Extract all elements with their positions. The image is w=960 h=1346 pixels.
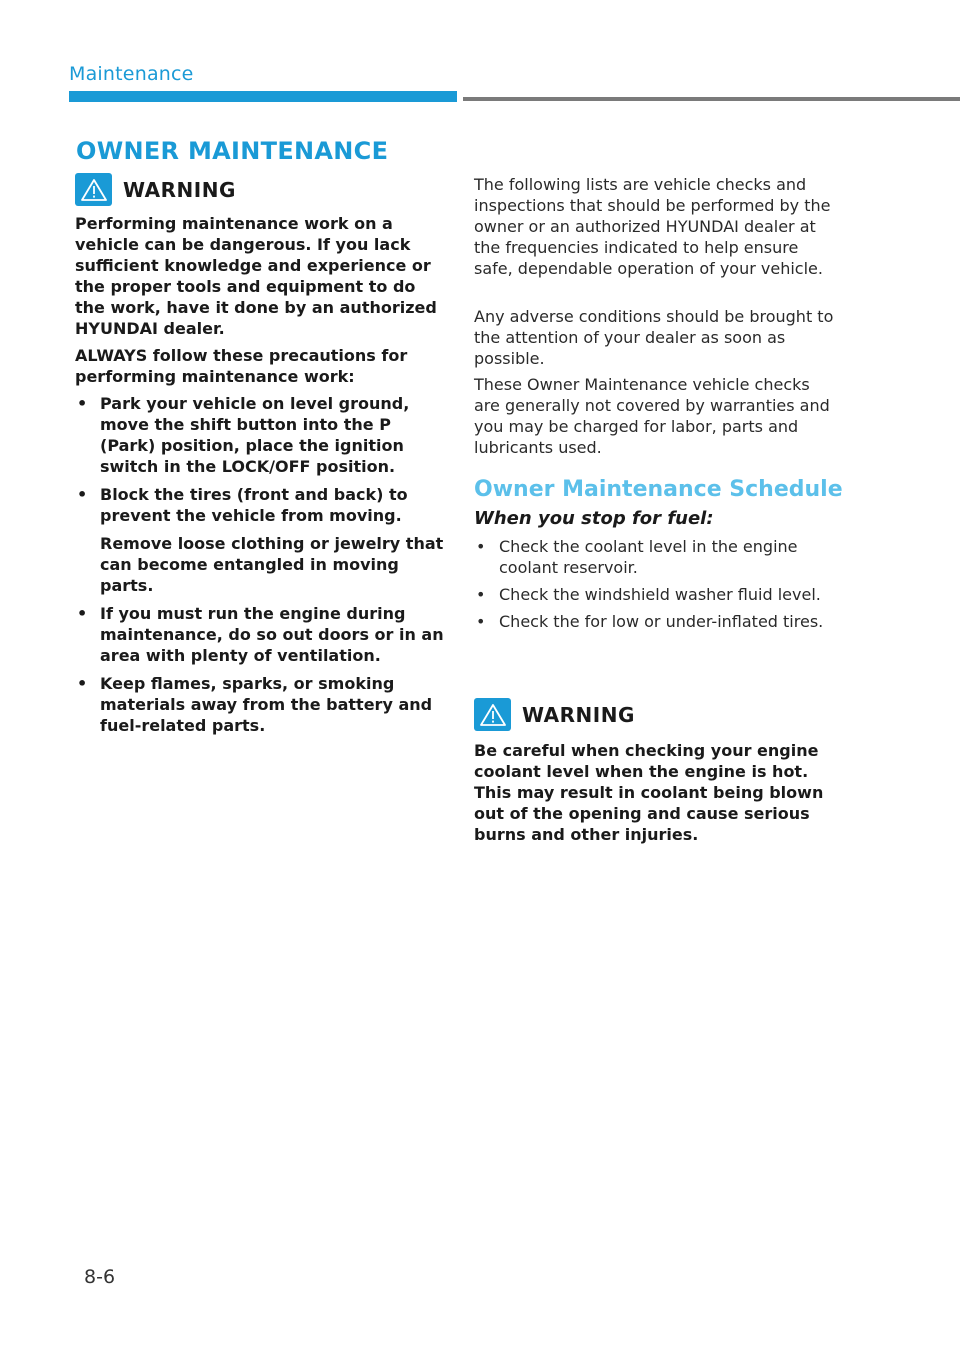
list-item <box>75 673 445 736</box>
warning-always: ALWAYS follow these precautions for performing maintenance work: <box>75 346 408 386</box>
warning-header-right <box>474 698 635 731</box>
bullet-dot: • <box>77 394 88 413</box>
bullet-dot: • <box>476 612 486 631</box>
list-item-text: Check the windshield washer fluid level. <box>499 585 821 604</box>
warranty-paragraph: These Owner Maintenance vehicle checks are generally not covered by warranties and you may be charged for labor, parts and lubricants used. <box>474 375 830 457</box>
precautions-list <box>75 393 445 736</box>
fuel-heading: When you stop for fuel: <box>474 508 714 529</box>
bullet-dot: • <box>476 537 486 556</box>
coolant-warning-text: Be careful when checking your engine coolant level when the engine is hot. This may result in coolant being blown out of the opening and cause serious burns and other injuries. <box>474 741 824 844</box>
list-item <box>474 536 840 578</box>
bullet-dot: • <box>77 485 88 504</box>
warning-title: WARNING <box>123 177 236 202</box>
header-rule-gray <box>463 97 960 101</box>
list-item-text: Check the coolant level in the engine coolant reservoir. <box>499 537 798 577</box>
warning-triangle-icon <box>75 173 112 206</box>
list-item-text: If you must run the engine during maintenance, do so out doors or in an area with plenty of ventilation. <box>100 604 444 665</box>
list-item <box>75 603 445 666</box>
list-item <box>75 484 445 596</box>
warning-title: WARNING <box>522 702 635 727</box>
list-item-text: Block the tires (front and back) to prevent the vehicle from moving. <box>100 485 408 525</box>
warning-intro: Performing maintenance work on a vehicle can be dangerous. If you lack sufficient knowledge and experience or the proper tools and equipment to do the work, have it done by an authorized HYUNDAI dealer. <box>75 214 437 338</box>
bullet-dot: • <box>476 585 486 604</box>
bullet-dot: • <box>77 674 88 693</box>
intro-paragraph: The following lists are vehicle checks and inspections that should be performed by the owner or an authorized HYUNDAI dealer at the frequencies indicated to help ensure safe, dependable operation of your vehicle. <box>474 175 831 278</box>
warning-triangle-icon <box>474 698 511 731</box>
adverse-paragraph: Any adverse conditions should be brought to the attention of your dealer as soon as possible. <box>474 307 834 368</box>
list-item <box>75 393 445 477</box>
fuel-checks-list <box>474 536 840 632</box>
header-rule-blue <box>69 91 457 102</box>
list-item-text: Keep flames, sparks, or smoking materials away from the battery and fuel-related parts. <box>100 674 433 735</box>
sub-note: Remove loose clothing or jewelry that can become entangled in moving parts. <box>100 534 444 595</box>
page-number: 8-6 <box>84 1266 116 1288</box>
list-item <box>474 584 840 605</box>
section-label: Maintenance <box>69 63 194 85</box>
schedule-heading: Owner Maintenance Schedule <box>474 477 843 502</box>
list-item-text: Check the for low or under-inflated tires. <box>499 612 824 631</box>
page-title: OWNER MAINTENANCE <box>76 137 389 165</box>
warning-header-left <box>75 173 236 206</box>
list-item <box>474 611 840 632</box>
list-item-text: Park your vehicle on level ground, move the shift button into the P (Park) position, place the ignition switch in the LOCK/OFF position. <box>100 394 410 476</box>
bullet-dot: • <box>77 604 88 623</box>
